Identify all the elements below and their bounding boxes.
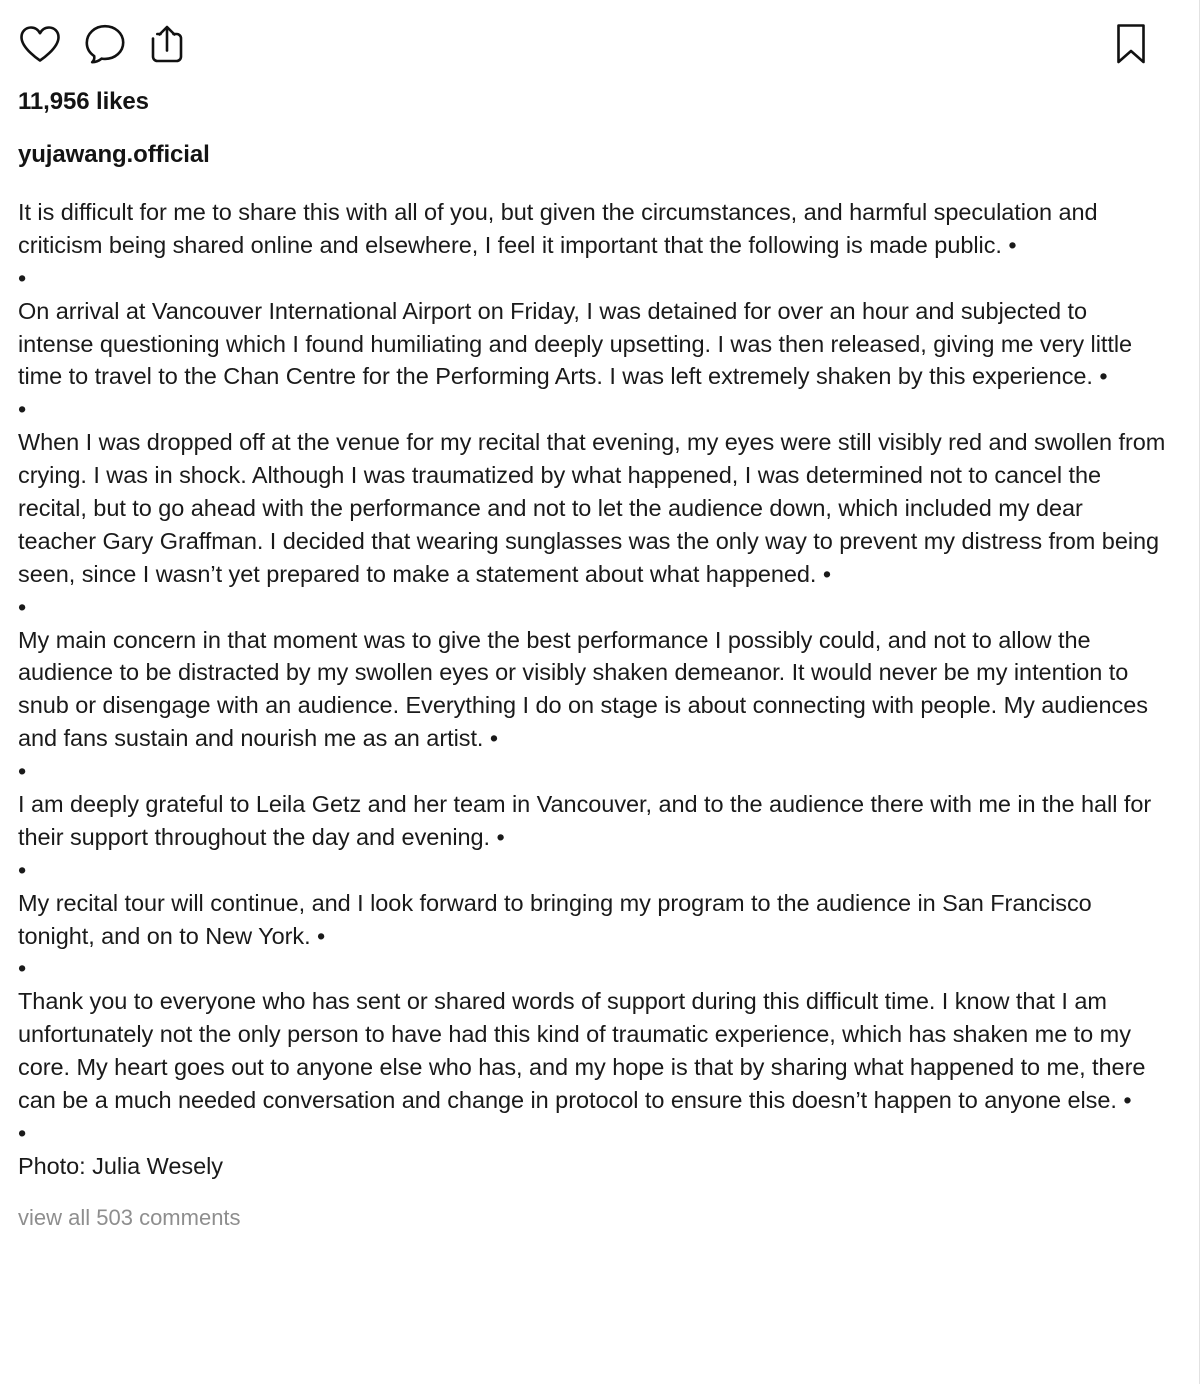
like-icon[interactable]: [18, 24, 62, 64]
caption-paragraph: My recital tour will continue, and I look forward to bringing my program to the audience in San Francisco tonight, and on to New York. •: [18, 889, 1092, 949]
caption-paragraph: On arrival at Vancouver International Airport on Friday, I was detained for over an hour and subjected to intense questioning which I found humiliating and deeply upsetting. I was then released, giving me very little time to travel to the Chan Centre for the Performing Arts. I was left extremely shaken by this experience. •: [18, 297, 1133, 390]
caption-bullet: •: [18, 396, 27, 423]
post-action-bar: [18, 10, 1166, 72]
caption-paragraph: My main concern in that moment was to give the best performance I possibly could, and not to allow the audience to be distracted by my swollen eyes or visibly shaken demeanor. It would never be my intention to snub or disengage with an audience. Everything I do on stage is about connecting with people. My audiences and fans sustain and nourish me as an artist. •: [18, 626, 1148, 752]
post-caption: [18, 196, 1166, 1183]
share-icon[interactable]: [148, 23, 186, 65]
view-all-comments-link[interactable]: view all 503 comments: [18, 1204, 241, 1230]
caption-bullet: •: [18, 264, 27, 291]
post-actions-left: [18, 23, 186, 65]
post-username[interactable]: yujawang.official: [18, 141, 210, 168]
caption-bullet: •: [18, 856, 27, 883]
caption-bullet: •: [18, 1119, 27, 1146]
view-comments-row: [18, 1183, 1166, 1261]
caption-paragraph: I am deeply grateful to Leila Getz and her team in Vancouver, and to the audience there with me in the hall for their support throughout the day and evening. •: [18, 791, 1152, 850]
post-actions-right: [1114, 22, 1166, 66]
caption-paragraph: When I was dropped off at the venue for my recital that evening, my eyes were still visibly red and swollen from crying. I was in shock. Although I was traumatized by what happened, I was determined not to cancel the recital, but to go ahead with the performance and not to let the audience down, which included my dear teacher Gary Graffman. I decided that wearing sunglasses was the only way to prevent my distress from being seen, since I wasn’t yet prepared to make a statement about what happened. •: [18, 429, 1166, 587]
caption-paragraph: Thank you to everyone who has sent or shared words of support during this difficult time. I know that I am unfortunately not the only person to have had this kind of traumatic experience, which has shaken me to my core. My heart goes out to anyone else who has, and my hope is that by sharing what happened to me, there can be a much needed conversation and change in protocol to ensure this doesn’t happen to anyone else. •: [18, 988, 1146, 1114]
caption-bullet: •: [18, 758, 27, 785]
like-count[interactable]: 11,956 likes: [18, 88, 149, 115]
username-row: [18, 116, 1166, 169]
comment-icon[interactable]: [84, 23, 126, 65]
caption-photo-credit: Photo: Julia Wesely: [18, 1152, 223, 1179]
bookmark-icon[interactable]: [1114, 22, 1148, 66]
caption-bullet: •: [18, 955, 27, 982]
caption-bullet: •: [18, 593, 27, 620]
caption-paragraph: It is difficult for me to share this with all of you, but given the circumstances, and harmful speculation and criticism being shared online and elsewhere, I feel it important that the following is made public. •: [18, 199, 1098, 258]
